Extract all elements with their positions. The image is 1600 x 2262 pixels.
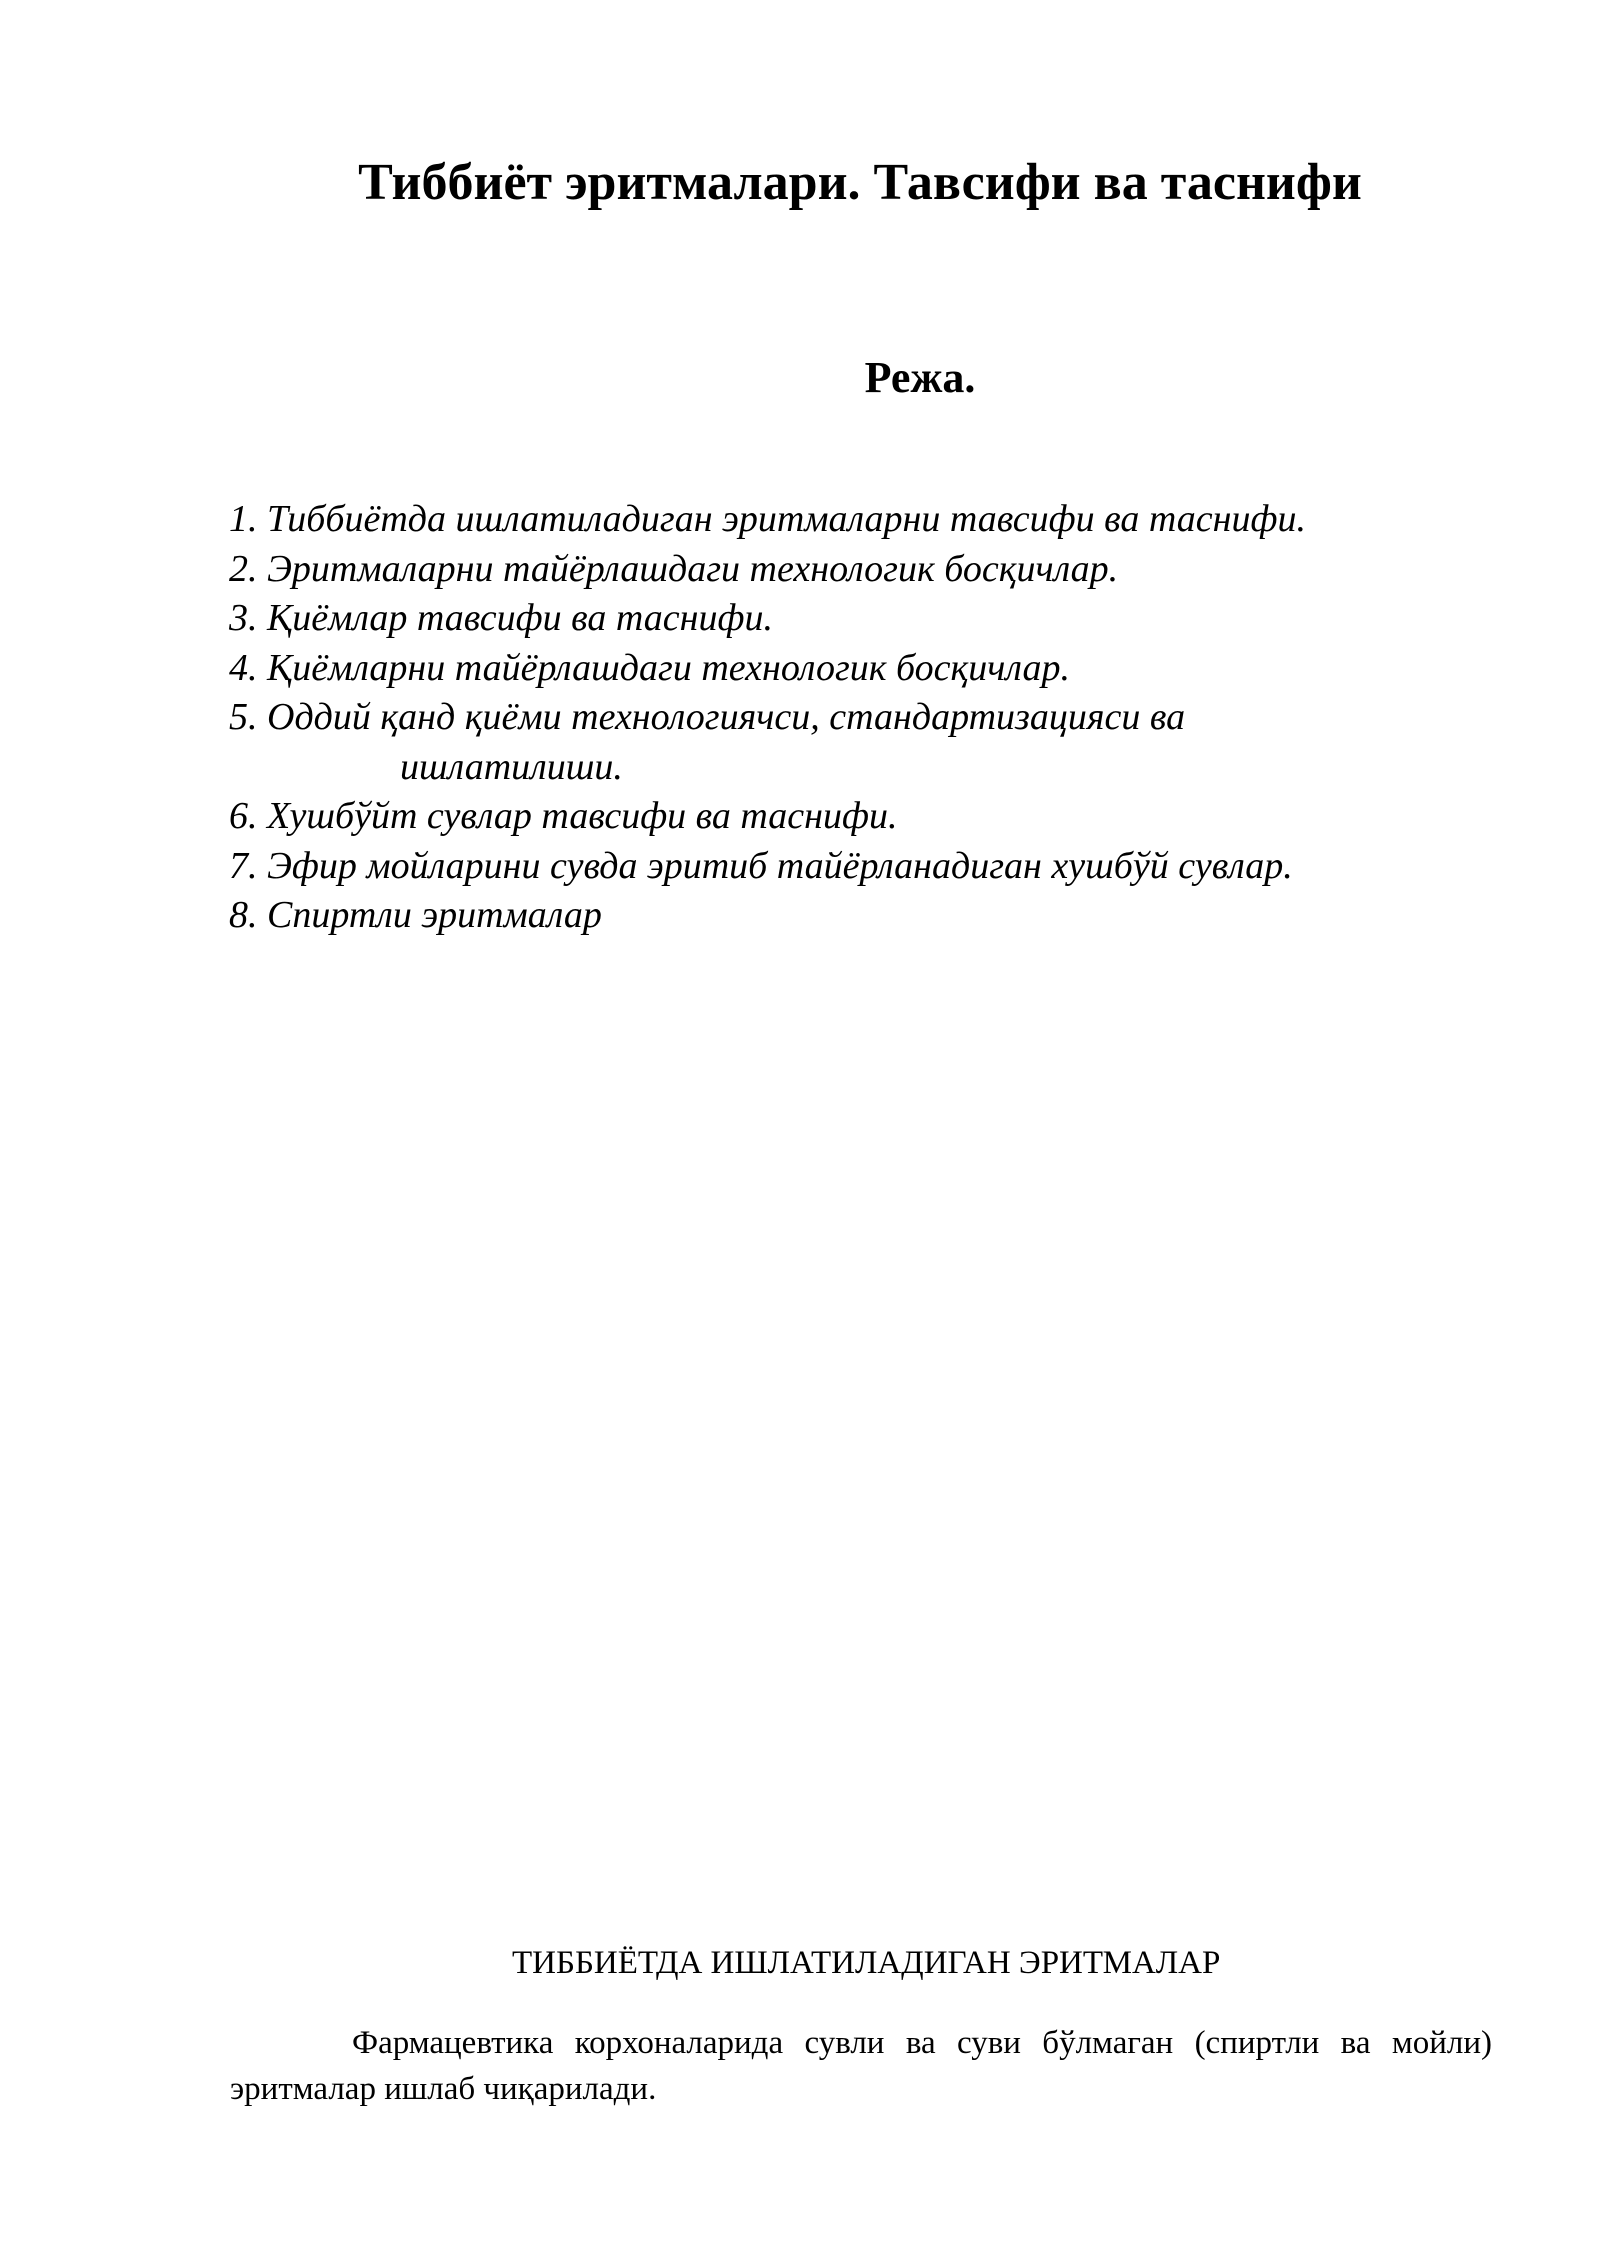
plan-item: 5. Оддий қанд қиёми технологиячси, стандартизацияси ва bbox=[229, 696, 1186, 738]
plan-item: 3. Қиёмлар тавсифи ва таснифи. bbox=[229, 597, 773, 639]
section-heading-text: ТИББИЁТДА ИШЛАТИЛАДИГАН ЭРИТМАЛАР bbox=[512, 1945, 1221, 1981]
plan-item: 2. Эритмаларни тайёрлашдаги технологик босқичлар. bbox=[229, 547, 1119, 590]
plan-heading: Режа. bbox=[864, 353, 976, 402]
plan-item-continuation-text: ишлатилиши. bbox=[400, 745, 623, 788]
document-title: Тиббиёт эритмалари. Тавсифи ва таснифи bbox=[358, 154, 1362, 211]
plan-item: 7. Эфир мойларини сувда эритиб тайёрланадиган хушбўй сувлар. bbox=[229, 844, 1293, 887]
plan-item: 4. Қиёмларни тайёрлашдаги технологик босқичлар. bbox=[229, 646, 1070, 689]
plan-item-continuation bbox=[229, 743, 1499, 793]
plan-item: 6. Хушбўйт сувлар тавсифи ва таснифи. bbox=[229, 795, 898, 837]
body-paragraph: Фармацевтика корхоналарида сувли ва суви бўлмаган (спиртли ва мойли) эритмалар ишлаб чиқарилади. bbox=[230, 2025, 1492, 2107]
plan-list bbox=[229, 495, 1499, 941]
plan-item: 8. Спиртли эритмалар bbox=[229, 894, 602, 936]
plan-item: 1. Тиббиётда ишлатиладиган эритмаларни тавсифи ва таснифи. bbox=[229, 498, 1306, 540]
